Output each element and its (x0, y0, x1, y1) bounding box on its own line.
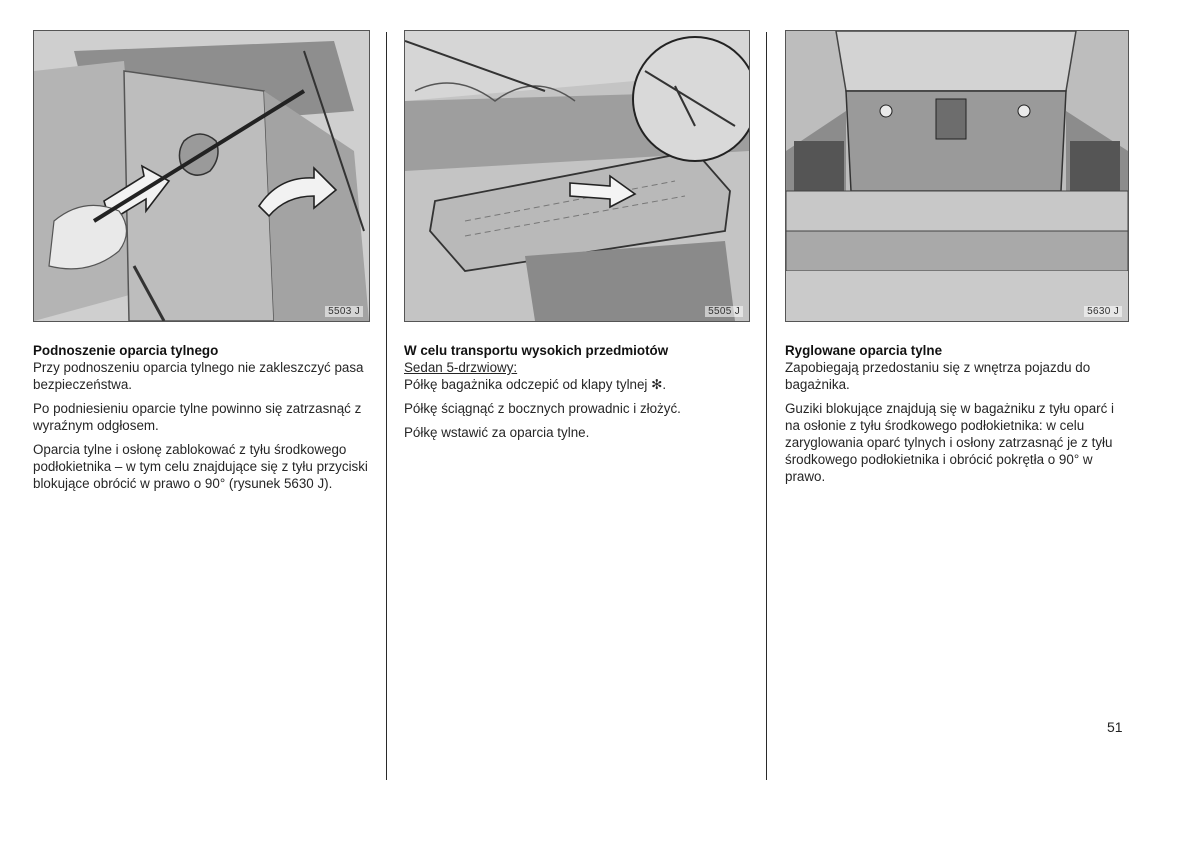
column-1-text (33, 342, 373, 499)
column-3-text (785, 342, 1125, 492)
figure-rear-seat-raise (33, 30, 370, 322)
lock-knob-icon (1018, 105, 1030, 117)
rear-seat-illustration (34, 31, 369, 321)
paragraph: Po podniesieniu oparcie tylne powinno się zatrzasnąć z wyraźnym odgłosem. (33, 401, 362, 433)
lock-knob-icon (880, 105, 892, 117)
tail-light-icon (794, 141, 844, 191)
tail-light-icon (1070, 141, 1120, 191)
paragraph: Półkę wstawić za oparcia tylne. (404, 425, 590, 440)
section-heading: Podnoszenie oparcia tylnego (33, 343, 219, 358)
figure-trunk-locks (785, 30, 1129, 322)
column-2-text (404, 342, 744, 448)
paragraph: Zapobiegają przedostaniu się z wnętrza pojazdu do bagażnika. (785, 360, 1091, 392)
column-divider-left (386, 32, 387, 780)
section-heading: Ryglowane oparcia tylne (785, 343, 943, 358)
trunk-illustration (786, 31, 1128, 321)
paragraph: Guziki blokujące znajdują się w bagażniku z tyłu oparć i na osłonie z tyłu środkowego podłokietnika: w celu zaryglowania oparć tylnych i osłony zatrzasnąć je z tyłu środkowego podłokietnika i obrócić pokrętła o 90° w prawo. (785, 401, 1114, 484)
paragraph: Półkę bagażnika odczepić od klapy tylnej ✻. (404, 377, 667, 392)
figure-parcel-shelf (404, 30, 750, 322)
paragraph: Półkę ściągnąć z bocznych prowadnic i złożyć. (404, 401, 681, 416)
figure-code: 5630 J (1084, 306, 1122, 317)
figure-code: 5503 J (325, 306, 363, 317)
paragraph: Przy podnoszeniu oparcia tylnego nie zakleszczyć pasa bezpieczeństwa. (33, 360, 364, 392)
section-heading: W celu transportu wysokich przedmiotów (404, 343, 669, 358)
variant-subheading: Sedan 5-drzwiowy: (404, 360, 518, 375)
armrest-cover-icon (936, 99, 966, 139)
column-divider-right (766, 32, 767, 780)
page-number: 51 (1107, 719, 1123, 735)
paragraph: Oparcia tylne i osłonę zablokować z tyłu środkowego podłokietnika – w tym celu znajdujące się z tyłu przyciski blokujące obrócić w prawo o 90° (rysunek 5630 J). (33, 442, 368, 491)
figure-code: 5505 J (705, 306, 743, 317)
parcel-shelf-illustration (405, 31, 749, 321)
